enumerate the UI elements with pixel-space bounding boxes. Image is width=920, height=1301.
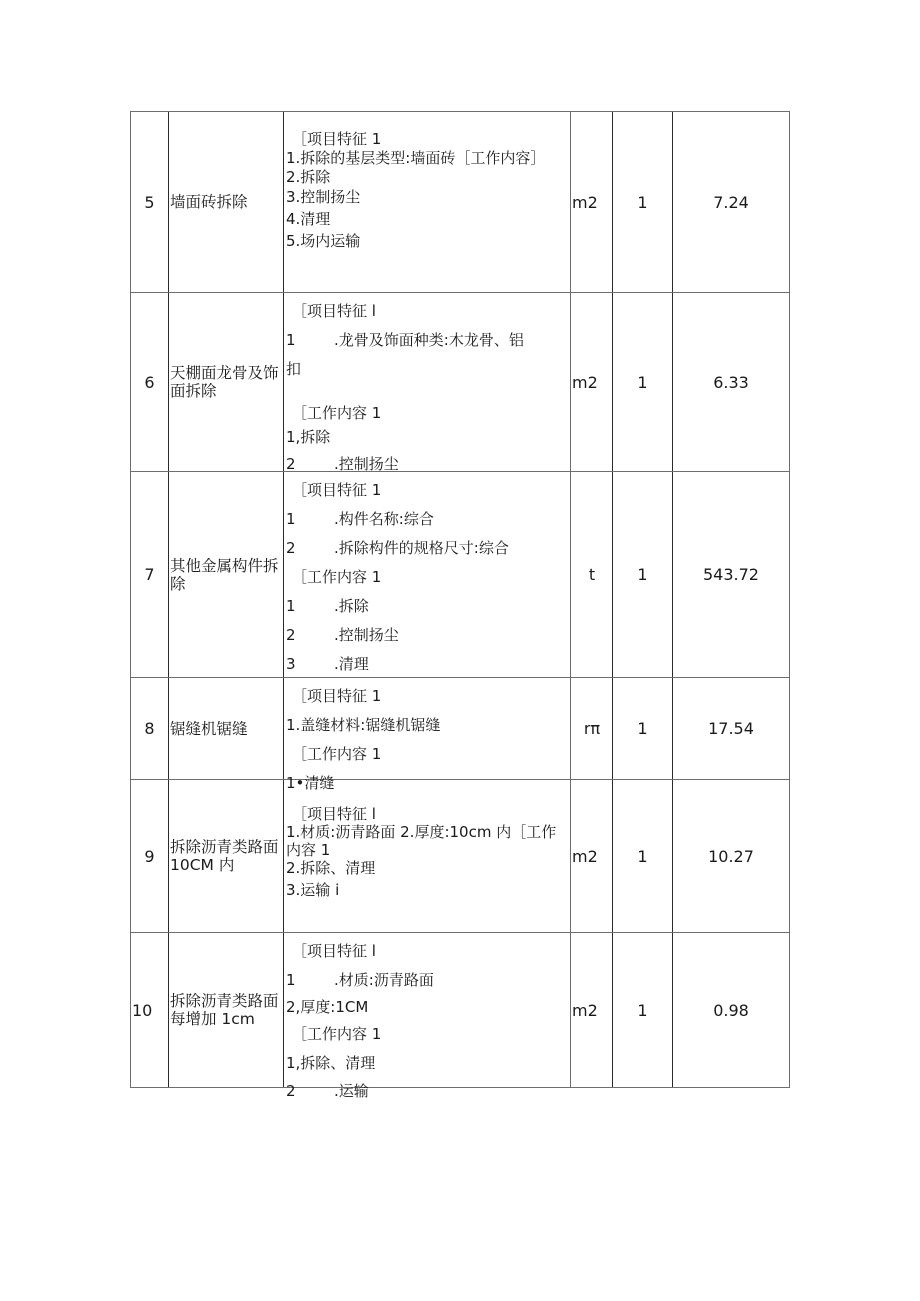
desc-line: 4.清理 [286, 210, 331, 228]
bill-of-quantities-table [130, 111, 790, 1100]
table-row [130, 678, 790, 792]
item-quantity: 1 [612, 112, 672, 292]
item-number: 8 [130, 678, 168, 779]
desc-line: 2 .控制扬尘 [286, 455, 399, 473]
item-unit-price: 543.72 [672, 472, 790, 677]
desc-line: ［项目特征 1 [292, 130, 382, 148]
item-name: 其他金属构件拆除 [168, 472, 283, 677]
desc-line: 2,厚度:1CM [286, 998, 369, 1016]
item-quantity: 1 [612, 933, 672, 1087]
item-quantity: 1 [612, 678, 672, 779]
item-unit-price: 0.98 [672, 933, 790, 1087]
item-number: 10 [130, 933, 168, 1087]
item-unit: m2 [570, 112, 612, 292]
desc-line: ［项目特征 l [292, 302, 376, 320]
item-number: 7 [130, 472, 168, 677]
item-number: 9 [130, 780, 168, 932]
desc-line: 1,拆除 [286, 428, 331, 446]
desc-line: 1.拆除的基层类型:墙面砖［工作内容］ [286, 149, 546, 167]
desc-line: 2.拆除、清理 [286, 859, 376, 877]
desc-line: 1•清缝 [286, 774, 335, 792]
item-name: 天棚面龙骨及饰面拆除 [168, 293, 283, 471]
desc-line: 2 .控制扬尘 [286, 626, 399, 644]
item-unit-price: 7.24 [672, 112, 790, 292]
desc-line: 1.盖缝材料:锯缝机锯缝 [286, 716, 441, 734]
item-description [283, 933, 570, 1100]
desc-line: 1,拆除、清理 [286, 1054, 376, 1072]
table-row [130, 293, 790, 472]
item-quantity: 1 [612, 472, 672, 677]
item-description [283, 293, 570, 471]
item-unit: m2 [570, 780, 612, 932]
item-name: 拆除沥青类路面 10CM 内 [168, 780, 283, 932]
desc-line: 3.控制扬尘 [286, 188, 361, 206]
item-name: 锯缝机锯缝 [168, 678, 283, 779]
item-unit: m2 [570, 933, 612, 1087]
table-row [130, 472, 790, 678]
desc-line: 5.场内运输 [286, 232, 361, 250]
item-description [283, 112, 570, 292]
desc-line: ［项目特征 1 [292, 687, 382, 705]
item-unit: m2 [570, 293, 612, 471]
item-unit: rπ [570, 678, 612, 779]
table-row [130, 933, 790, 1100]
table-row [130, 111, 790, 293]
desc-line: ［工作内容 1 [292, 568, 382, 586]
desc-line: 扣 [286, 360, 302, 378]
desc-line: ［项目特征 l [292, 805, 376, 823]
desc-line: 1 .材质:沥青路面 [286, 971, 434, 989]
item-number: 5 [130, 112, 168, 292]
desc-line: 2 .运输 [286, 1082, 369, 1100]
desc-line: ［项目特征 1 [292, 481, 382, 499]
item-quantity: 1 [612, 780, 672, 932]
item-unit-price: 10.27 [672, 780, 790, 932]
desc-line: ［工作内容 1 [292, 745, 382, 763]
item-description [283, 678, 570, 792]
item-description [283, 472, 570, 677]
item-unit-price: 6.33 [672, 293, 790, 471]
desc-line: 1.材质:沥青路面 2.厚度:10cm 内［工作内容 1 [286, 823, 557, 859]
item-name: 拆除沥青类路面每增加 1cm [168, 933, 283, 1087]
desc-line: ［工作内容 1 [292, 404, 382, 422]
desc-line: 1 .拆除 [286, 597, 369, 615]
desc-line: 3.运输 i [286, 881, 340, 899]
item-description [283, 780, 570, 932]
item-unit-price: 17.54 [672, 678, 790, 779]
desc-line: 3 .清理 [286, 655, 369, 673]
item-number: 6 [130, 293, 168, 471]
desc-line: 1 .构件名称:综合 [286, 510, 434, 528]
desc-line: 2 .拆除构件的规格尺寸:综合 [286, 539, 509, 557]
item-quantity: 1 [612, 293, 672, 471]
table-row [130, 780, 790, 933]
desc-line: ［项目特征 l [292, 942, 376, 960]
desc-line: 2.拆除 [286, 168, 331, 186]
desc-line: 1 .龙骨及饰面种类:木龙骨、铝 [286, 331, 524, 349]
item-unit: t [570, 472, 612, 677]
item-name: 墙面砖拆除 [168, 112, 283, 292]
desc-line: ［工作内容 1 [292, 1025, 382, 1043]
